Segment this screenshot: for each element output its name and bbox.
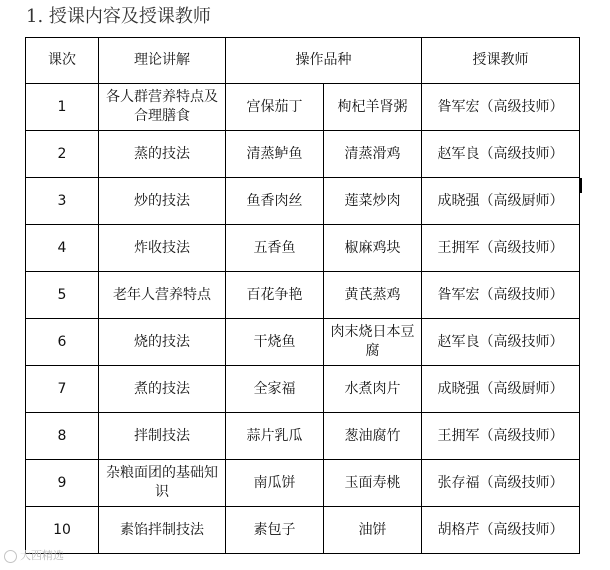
- cell-session: 9: [26, 460, 99, 507]
- cell-theory: 炸收技法: [99, 225, 226, 272]
- table-row: [26, 413, 580, 460]
- cell-teacher: 赵军良（高级技师）: [422, 319, 580, 366]
- cell-theory: 老年人营养特点: [99, 272, 226, 319]
- cell-dish-b: 椒麻鸡块: [324, 225, 422, 272]
- cell-theory: 素馅拌制技法: [99, 507, 226, 554]
- table-header-row: [26, 38, 580, 84]
- cell-teacher: 张存福（高级技师）: [422, 460, 580, 507]
- cell-dish-a: 蒜片乳瓜: [226, 413, 324, 460]
- table-row: [26, 225, 580, 272]
- watermark: [4, 549, 64, 563]
- cell-dish-b: 玉面寿桃: [324, 460, 422, 507]
- cell-dish-b: 水煮肉片: [324, 366, 422, 413]
- cell-theory: 煮的技法: [99, 366, 226, 413]
- cell-teacher: 赵军良（高级技师）: [422, 131, 580, 178]
- cell-dish-a: 五香鱼: [226, 225, 324, 272]
- cell-session: 7: [26, 366, 99, 413]
- cell-session: 6: [26, 319, 99, 366]
- cell-dish-a: 鱼香肉丝: [226, 178, 324, 225]
- table-row: [26, 460, 580, 507]
- table-row: [26, 131, 580, 178]
- watermark-text: 大西精选: [20, 549, 64, 562]
- cell-teacher: 王拥军（高级技师）: [422, 225, 580, 272]
- cell-dish-b: 枸杞羊肾粥: [324, 84, 422, 131]
- cell-teacher: 昝军宏（高级技师）: [422, 84, 580, 131]
- cell-theory: 蒸的技法: [99, 131, 226, 178]
- header-dishes: 操作品种: [226, 38, 422, 84]
- cell-theory: 杂粮面团的基础知识: [99, 460, 226, 507]
- header-theory: 理论讲解: [99, 38, 226, 84]
- table-row: [26, 178, 580, 225]
- watermark-logo-icon: [4, 550, 17, 563]
- table-row: [26, 507, 580, 554]
- cell-session: 4: [26, 225, 99, 272]
- cell-dish-b: 葱油腐竹: [324, 413, 422, 460]
- table-row: [26, 84, 580, 131]
- table-row: [26, 366, 580, 413]
- cell-session: 10: [26, 507, 99, 554]
- cell-dish-b: 肉末烧日本豆腐: [324, 319, 422, 366]
- cell-dish-b: 莲菜炒肉: [324, 178, 422, 225]
- cell-dish-a: 百花争艳: [226, 272, 324, 319]
- cell-dish-a: 干烧鱼: [226, 319, 324, 366]
- page-heading: 1. 授课内容及授课教师: [26, 6, 211, 27]
- cell-dish-a: 南瓜饼: [226, 460, 324, 507]
- header-teacher: 授课教师: [422, 38, 580, 84]
- table-row: [26, 319, 580, 366]
- course-schedule-table: [25, 37, 580, 554]
- cell-session: 2: [26, 131, 99, 178]
- cell-teacher: 王拥军（高级技师）: [422, 413, 580, 460]
- cell-teacher: 成晓强（高级厨师）: [422, 178, 580, 225]
- cell-teacher: 胡格芹（高级技师）: [422, 507, 580, 554]
- cell-session: 5: [26, 272, 99, 319]
- cell-dish-a: 素包子: [226, 507, 324, 554]
- cell-teacher: 昝军宏（高级技师）: [422, 272, 580, 319]
- cell-dish-a: 清蒸鲈鱼: [226, 131, 324, 178]
- cell-session: 3: [26, 178, 99, 225]
- cell-dish-b: 清蒸滑鸡: [324, 131, 422, 178]
- text-cursor: [580, 178, 582, 193]
- cell-theory: 炒的技法: [99, 178, 226, 225]
- cell-theory: 烧的技法: [99, 319, 226, 366]
- table-row: [26, 272, 580, 319]
- cell-session: 1: [26, 84, 99, 131]
- header-session: 课次: [26, 38, 99, 84]
- cell-theory: 拌制技法: [99, 413, 226, 460]
- cell-dish-b: 黄芪蒸鸡: [324, 272, 422, 319]
- cell-dish-b: 油饼: [324, 507, 422, 554]
- cell-session: 8: [26, 413, 99, 460]
- cell-teacher: 成晓强（高级厨师）: [422, 366, 580, 413]
- cell-theory: 各人群营养特点及合理膳食: [99, 84, 226, 131]
- cell-dish-a: 全家福: [226, 366, 324, 413]
- cell-dish-a: 宫保茄丁: [226, 84, 324, 131]
